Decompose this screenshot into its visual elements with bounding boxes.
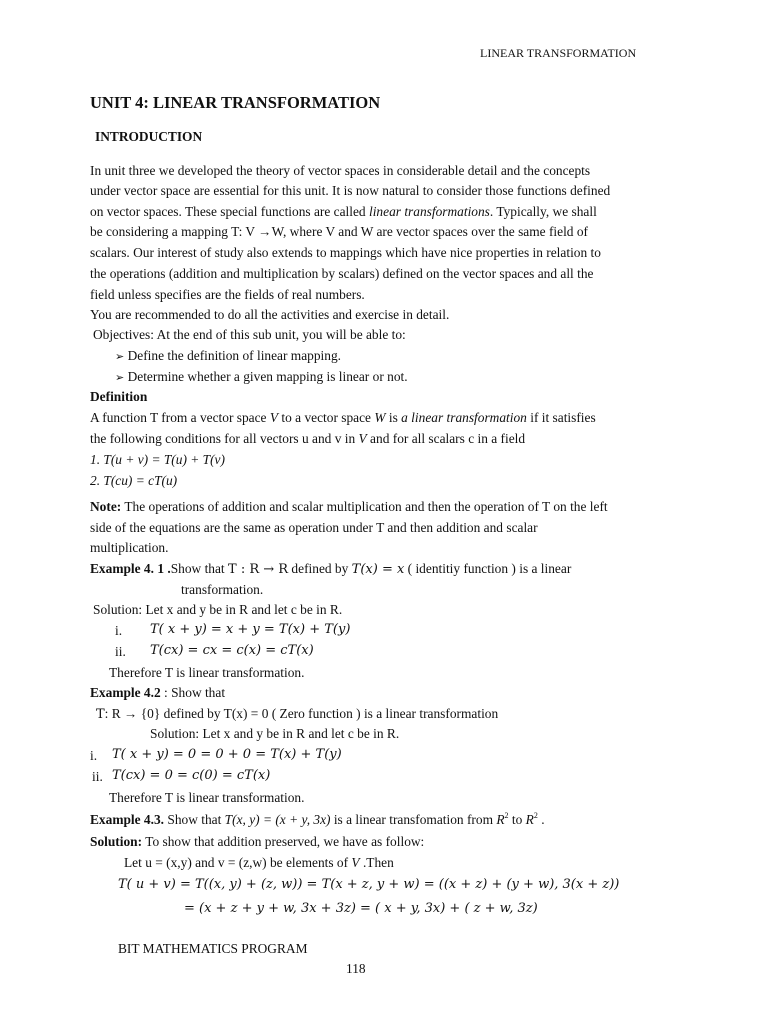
objectives-lead: Objectives: At the end of this sub unit, you will be able to: <box>93 327 406 342</box>
example-3-let <box>124 855 394 871</box>
example-2-line-1 <box>90 685 225 701</box>
example-3-line-1 <box>90 812 545 828</box>
example-2-step-i-label: i. <box>90 748 98 763</box>
example-1-step-ii-label: ii. <box>115 644 126 659</box>
intro-line-3 <box>90 204 597 220</box>
def-text: to a vector space <box>278 410 375 425</box>
example-3-equation-2: = (x + z + y + w, 3x + 3z) = ( x + y, 3x) + ( z + w, 3z) <box>184 901 538 916</box>
objective-text: Define the definition of linear mapping. <box>127 348 342 363</box>
example-2-step-ii-label: ii. <box>92 769 103 784</box>
condition-1: 1. T(u + v) = T(u) + T(v) <box>90 452 225 467</box>
example-1-line-1 <box>90 561 571 577</box>
definition-heading: Definition <box>90 389 148 404</box>
definition-line-2 <box>90 431 525 447</box>
objective-text: Determine whether a given mapping is linear or not. <box>127 369 408 384</box>
intro-line-3-a: on vector spaces. These special functions are called <box>90 204 369 219</box>
condition-2: 2. T(cu) = cT(u) <box>90 473 178 488</box>
note-line-2: side of the equations are the same as operation under T and then addition and scalar <box>90 520 538 535</box>
ex-text: ( identitiy function ) is a linear <box>404 561 572 576</box>
ex-text: to <box>508 812 526 827</box>
example-3-solution <box>90 834 424 850</box>
intro-heading: INTRODUCTION <box>95 129 203 144</box>
example-label: Example 4. 1 . <box>90 561 171 576</box>
ex-text: : Show that <box>160 685 226 700</box>
example-label: Example 4.3. <box>90 812 165 827</box>
example-label: Example 4.2 <box>90 685 161 700</box>
page-number: 118 <box>346 961 366 976</box>
ex-sup: 2 <box>504 811 509 820</box>
example-1-step-i-label: i. <box>115 623 123 638</box>
solution-label: Solution: <box>90 834 143 849</box>
example-2-solution: Solution: Let x and y be in R and let c be in R. <box>150 726 400 741</box>
def-text: and for all scalars c in a field <box>366 431 526 446</box>
def-em: a linear transformation <box>401 410 527 425</box>
ex-text: defined by <box>288 561 352 576</box>
def-text: A function T from a vector space <box>90 410 270 425</box>
ex-text: is a linear transfomation from <box>330 812 497 827</box>
objective-item <box>115 348 341 364</box>
note-text: The operations of addition and scalar multiplication and then the operation of T on the left <box>121 499 608 514</box>
example-2-step-ii: T(cx) = 0 = c(0) = cT(x) <box>112 768 271 783</box>
ex-math: T(x, y) = (x + y, 3x) <box>224 812 331 827</box>
ex-text: .Then <box>359 855 394 870</box>
objective-item <box>115 369 408 385</box>
intro-line-8: You are recommended to do all the activities and exercise in detail. <box>90 307 450 322</box>
example-1-line-2: transformation. <box>181 582 264 597</box>
ex-text: Show that <box>170 561 229 576</box>
example-1-conclusion: Therefore T is linear transformation. <box>109 665 305 680</box>
example-3-equation-1: T( u + v) = T((x, y) + (z, w)) = T(x + z, y + w) = ((x + z) + (y + w), 3(x + z)) <box>118 877 620 892</box>
definition-line-1 <box>90 410 596 426</box>
bullet-arrow-icon: ➢ <box>115 371 125 384</box>
bullet-arrow-icon: ➢ <box>115 350 125 363</box>
example-1-solution: Solution: Let x and y be in R and let c be in R. <box>93 602 343 617</box>
footer-program: BIT MATHEMATICS PROGRAM <box>118 941 308 956</box>
note-label: Note: <box>90 499 122 514</box>
note-line-1 <box>90 499 608 515</box>
def-text: the following conditions for all vectors u and v in <box>90 431 359 446</box>
def-text: is <box>385 410 402 425</box>
intro-line-2: under vector space are essential for this unit. It is now natural to consider those functions defined <box>90 183 611 198</box>
def-var: V <box>358 431 367 446</box>
intro-line-5: scalars. Our interest of study also extends to mappings which have nice properties in relation to <box>90 245 601 260</box>
ex-var: V <box>351 855 360 870</box>
ex-text: : R → {0} defined by T(x) = 0 ( Zero function ) is a linear transformation <box>104 706 499 721</box>
intro-line-3-em: linear transformations <box>368 204 490 219</box>
page-title: UNIT 4: LINEAR TRANSFORMATION <box>90 93 381 112</box>
intro-line-6: the operations (addition and multiplication by scalars) defined on the vector spaces and all the <box>90 266 594 281</box>
example-1-step-i: T( x + y) = x + y = T(x) + T(y) <box>150 622 351 637</box>
intro-line-4: be considering a mapping T: V →W, where V and W are vector spaces over the same field of <box>90 224 588 239</box>
example-2-line-2 <box>96 706 498 722</box>
example-2-conclusion: Therefore T is linear transformation. <box>109 790 305 805</box>
def-var: W <box>374 410 386 425</box>
example-1-step-ii: T(cx) = cx = c(x) = cT(x) <box>150 643 314 658</box>
def-var: V <box>269 410 279 425</box>
ex-text: Let u = (x,y) and v = (z,w) be elements of <box>124 855 352 870</box>
ex-var: R <box>496 812 505 827</box>
example-2-step-i: T( x + y) = 0 = 0 + 0 = T(x) + T(y) <box>112 747 342 762</box>
ex-math: T(x) = x <box>351 562 405 577</box>
ex-text: To show that addition preserved, we have as follow: <box>142 834 425 849</box>
note-line-3: multiplication. <box>90 540 169 555</box>
def-text: if it satisfies <box>526 410 596 425</box>
intro-line-3-b: . Typically, we shall <box>489 204 597 219</box>
running-header: LINEAR TRANSFORMATION <box>480 46 637 60</box>
ex-math: T : R → R <box>228 562 289 577</box>
intro-line-7: field unless specifies are the fields of real numbers. <box>90 287 365 302</box>
ex-math: T <box>96 707 105 722</box>
intro-line-1: In unit three we developed the theory of vector spaces in considerable detail and the concepts <box>90 163 591 178</box>
ex-var: R <box>525 812 534 827</box>
ex-text: Show that <box>164 812 225 827</box>
ex-text: . <box>537 812 545 827</box>
ex-sup: 2 <box>533 811 538 820</box>
